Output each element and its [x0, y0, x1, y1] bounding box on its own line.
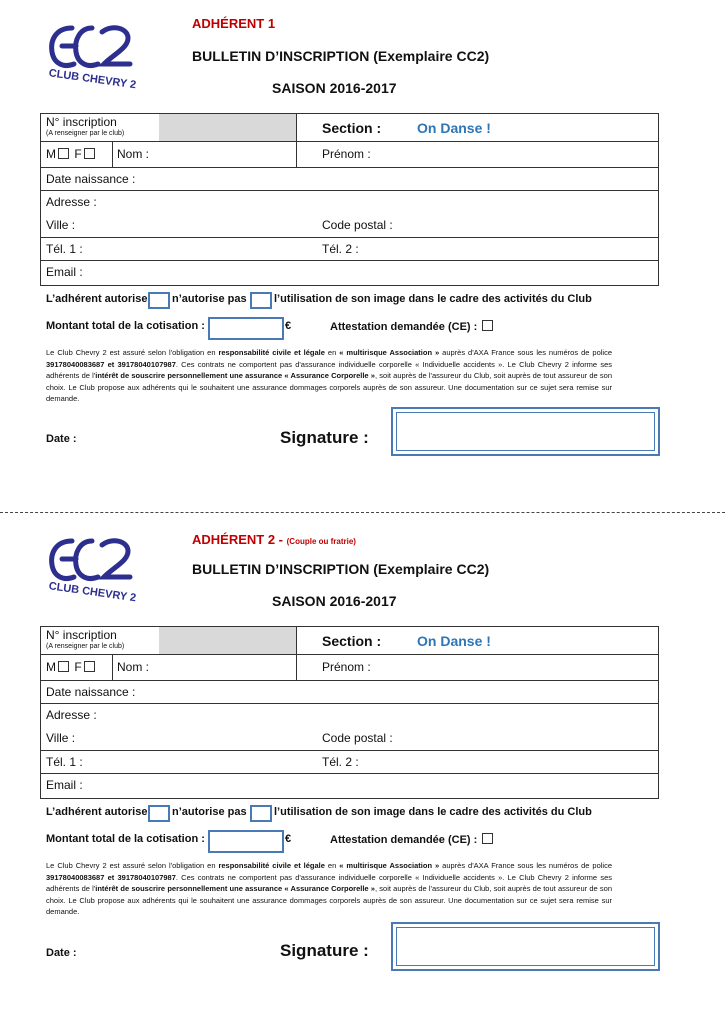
authorise-checkbox[interactable]	[148, 805, 170, 822]
not-authorise-checkbox[interactable]	[250, 805, 272, 822]
birth-date-label: Date naissance :	[46, 172, 136, 186]
postal-code-label: Code postal :	[322, 218, 393, 232]
female-checkbox[interactable]	[84, 148, 95, 159]
currency-symbol: €	[285, 833, 292, 845]
city-label: Ville :	[46, 731, 76, 745]
season-label: SAISON 2016-2017	[272, 80, 397, 96]
postal-code-label: Code postal :	[322, 731, 393, 745]
form-title: BULLETIN D’INSCRIPTION (Exemplaire CC2)	[192, 561, 490, 577]
prenom-label: Prénom :	[322, 660, 371, 674]
signature-box[interactable]	[391, 922, 660, 971]
currency-symbol: €	[285, 320, 292, 332]
address-label: Adresse :	[46, 195, 97, 209]
attestation-checkbox[interactable]	[482, 320, 493, 331]
signature-label: Signature :	[280, 428, 369, 447]
insurance-disclaimer: Le Club Chevry 2 est assuré selon l'obligation en responsabilité civile et légale en « multirisque Association » auprès d'AXA France sous les numéros de police 39178040083687 et 39178040107987. Ces contrats ne comportent pas d'assurance individuelle corporelle « Individuelle accidents ». Le Club Chevry 2 informe ses adhérents de l'intérêt de souscrire personnellement une assurance « Assurance Corporelle », soit auprès de l'assureur du Club, soit auprès de tout assureur de son choix. Le Club propose aux adhérents qui le souhaitent une assurance dommages corporels auprès de son assureur. Une documentation sur ce sujet sera remise sur demande.	[46, 348, 612, 403]
svg-text:CLUB CHEVRY 2: CLUB CHEVRY 2	[47, 67, 137, 92]
authorise-checkbox[interactable]	[148, 292, 170, 309]
address-label: Adresse :	[46, 708, 97, 722]
form-title: BULLETIN D’INSCRIPTION (Exemplaire CC2)	[192, 48, 490, 64]
section-label: Section :	[322, 633, 382, 649]
inscription-note: (A renseigner par le club)	[46, 643, 125, 650]
prenom-label: Prénom :	[322, 147, 371, 161]
not-authorise-label: n’autorise pas	[172, 293, 247, 305]
amount-input[interactable]	[208, 830, 284, 853]
tel2-label: Tél. 2 :	[322, 242, 359, 256]
nom-label: Nom :	[117, 147, 150, 161]
adherent-heading: ADHÉRENT 2 - (Couple ou fratrie)	[192, 532, 356, 547]
authorise-label: L’adhérent autorise	[46, 806, 148, 818]
date-label: Date :	[46, 947, 77, 959]
signature-label: Signature :	[280, 941, 369, 960]
date-label: Date :	[46, 433, 77, 445]
birth-date-label: Date naissance :	[46, 685, 136, 699]
amount-input[interactable]	[208, 317, 284, 340]
inscription-number-field[interactable]	[159, 627, 296, 654]
image-use-label: l’utilisation de son image dans le cadre des activités du Club	[274, 806, 592, 818]
attestation-field: Attestation demandée (CE) :	[330, 320, 495, 333]
season-label: SAISON 2016-2017	[272, 593, 397, 609]
city-label: Ville :	[46, 218, 76, 232]
registration-form-1	[0, 0, 725, 512]
section-label: Section :	[322, 120, 382, 136]
tel1-label: Tél. 1 :	[46, 242, 83, 256]
amount-label: Montant total de la cotisation :	[46, 833, 205, 845]
nom-label: Nom :	[117, 660, 150, 674]
authorise-label: L’adhérent autorise	[46, 293, 148, 305]
inscription-label: N° inscription	[46, 628, 117, 642]
inscription-label: N° inscription	[46, 115, 117, 129]
insurance-disclaimer: Le Club Chevry 2 est assuré selon l'obligation en responsabilité civile et légale en « multirisque Association » auprès d'AXA France sous les numéros de police 39178040083687 et 39178040107987. Ces contrats ne comportent pas d'assurance individuelle corporelle « Individuelle accidents ». Le Club Chevry 2 informe ses adhérents de l'intérêt de souscrire personnellement une assurance « Assurance Corporelle », soit auprès de l'assureur du Club, soit auprès de tout assureur de son choix. Le Club propose aux adhérents qui le souhaitent une assurance dommages corporels auprès de son assureur. Une documentation sur ce sujet sera remise sur demande.	[46, 861, 612, 916]
email-label: Email :	[46, 778, 83, 792]
signature-box[interactable]	[391, 407, 660, 456]
attestation-field: Attestation demandée (CE) :	[330, 833, 495, 846]
amount-label: Montant total de la cotisation :	[46, 320, 205, 332]
gender-field: M F	[46, 147, 97, 161]
section-value: On Danse !	[417, 120, 491, 136]
club-logo	[42, 531, 138, 611]
svg-text:CLUB CHEVRY 2: CLUB CHEVRY 2	[47, 580, 137, 605]
section-value: On Danse !	[417, 633, 491, 649]
male-checkbox[interactable]	[58, 148, 69, 159]
not-authorise-label: n’autorise pas	[172, 806, 247, 818]
inscription-number-field[interactable]	[159, 114, 296, 141]
club-logo	[42, 18, 138, 98]
image-use-label: l’utilisation de son image dans le cadre des activités du Club	[274, 293, 592, 305]
registration-form-2	[0, 513, 725, 1025]
attestation-checkbox[interactable]	[482, 833, 493, 844]
inscription-note: (A renseigner par le club)	[46, 130, 125, 137]
adherent-heading: ADHÉRENT 1	[192, 16, 276, 31]
not-authorise-checkbox[interactable]	[250, 292, 272, 309]
tel1-label: Tél. 1 :	[46, 755, 83, 769]
email-label: Email :	[46, 265, 83, 279]
tel2-label: Tél. 2 :	[322, 755, 359, 769]
male-checkbox[interactable]	[58, 661, 69, 672]
female-checkbox[interactable]	[84, 661, 95, 672]
gender-field: M F	[46, 660, 97, 674]
